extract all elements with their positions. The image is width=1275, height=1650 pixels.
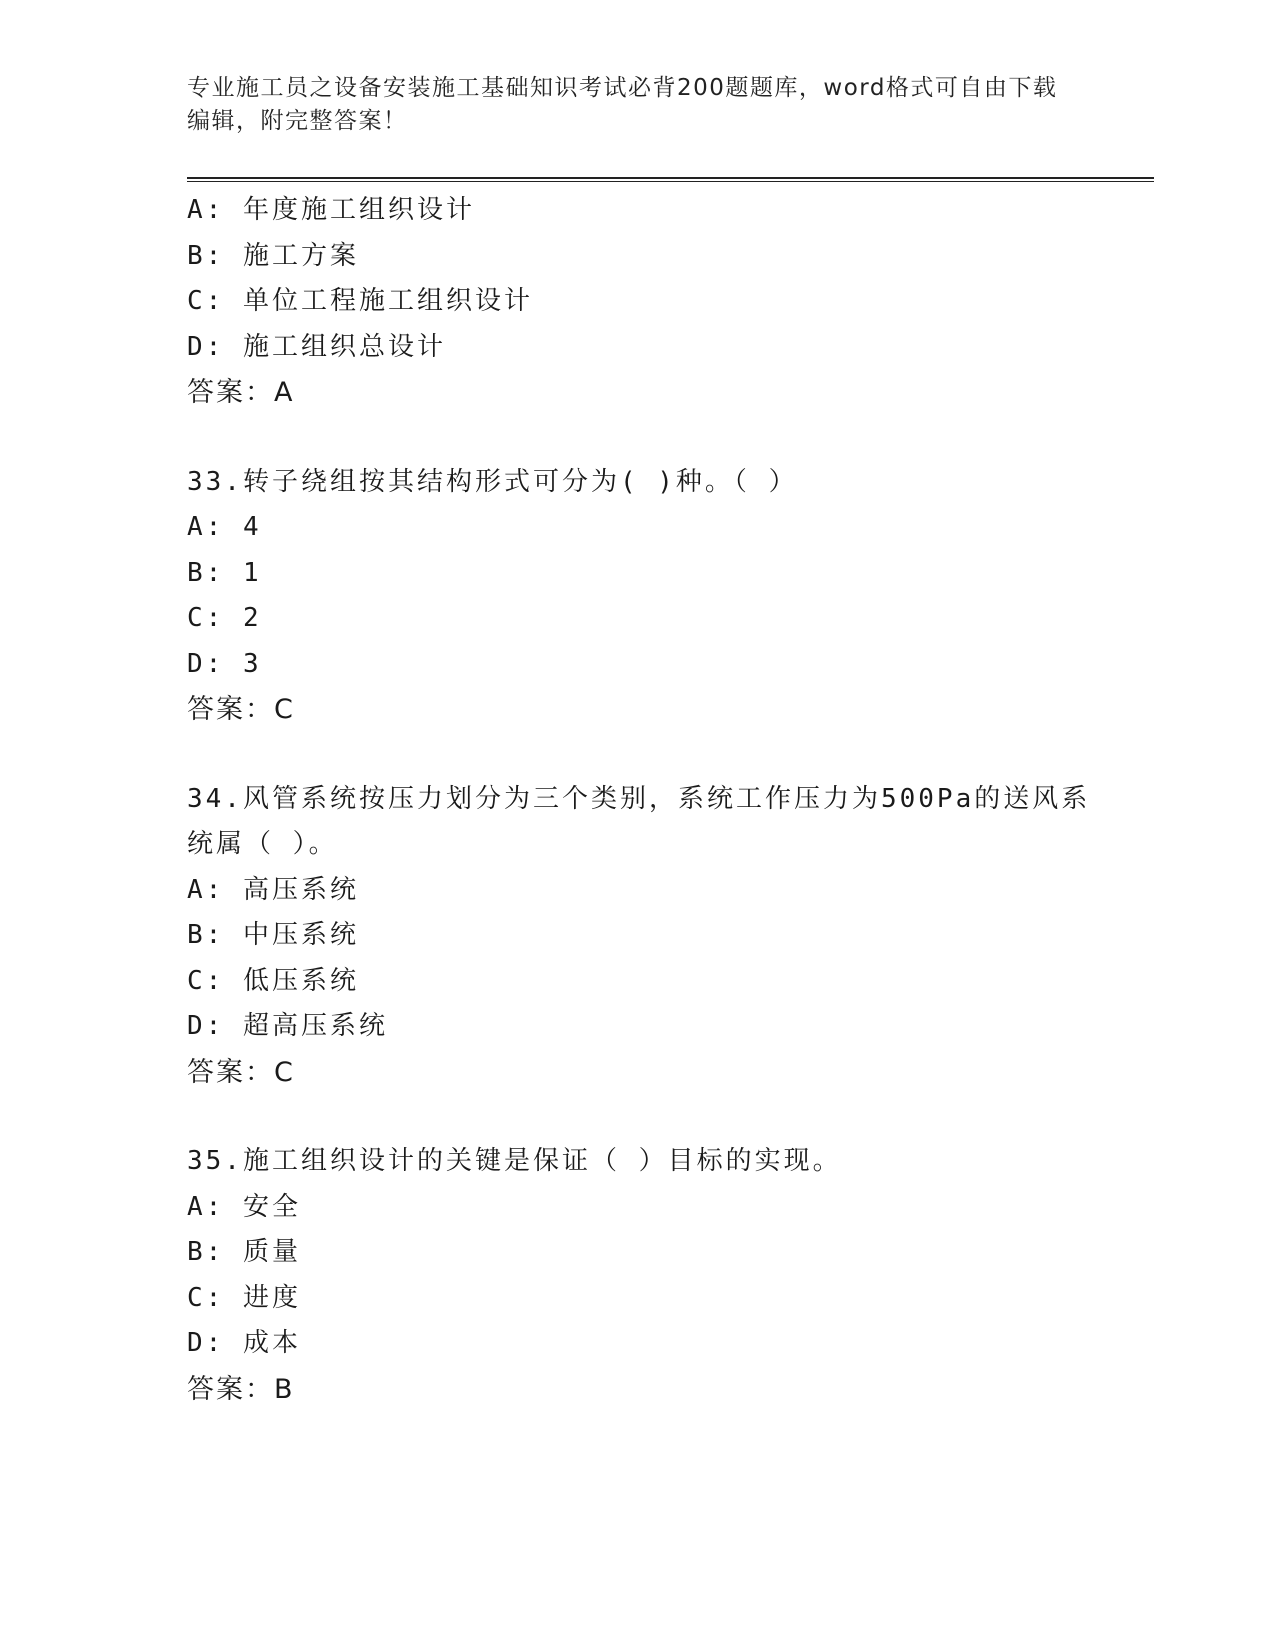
answer-line: 答案：A <box>187 377 295 408</box>
header-title-line-2: 编辑，附完整答案！ <box>187 108 408 134</box>
document-header <box>187 72 1067 138</box>
option-c: C: 进度 <box>187 1282 301 1313</box>
question-text: 35.施工组织设计的关键是保证（ ）目标的实现。 <box>187 1146 842 1176</box>
option-b: B: 中压系统 <box>187 920 359 950</box>
option-c: C: 2 <box>187 603 262 633</box>
question-text: 33.转子绕组按其结构形式可分为( )种。（ ） <box>187 466 798 497</box>
question-gap <box>187 1095 1087 1139</box>
answer-line: 答案：B <box>187 1373 295 1405</box>
answer-line: 答案：C <box>187 1056 295 1088</box>
question-list <box>187 188 1091 1412</box>
option-d: D: 施工组织总设计 <box>187 331 446 362</box>
option-d: D: 超高压系统 <box>187 1011 388 1041</box>
question-32-block <box>187 188 1087 416</box>
answer-line: 答案：C <box>187 694 295 725</box>
question-gap <box>187 416 1087 460</box>
question-34-block <box>187 777 1091 1096</box>
question-gap <box>187 733 1087 777</box>
question-35-block <box>187 1139 1087 1412</box>
header-title-line-1: 专业施工员之设备安装施工基础知识考试必背200题题库，word格式可自由下载 <box>187 75 1058 101</box>
option-a: A: 安全 <box>187 1191 301 1222</box>
question-33-block <box>187 460 1087 733</box>
option-a: A: 年度施工组织设计 <box>187 195 475 225</box>
option-a: A: 高压系统 <box>187 874 359 905</box>
header-divider <box>187 177 1154 182</box>
option-b: B: 施工方案 <box>187 240 359 271</box>
option-c: C: 单位工程施工组织设计 <box>187 286 533 316</box>
option-d: D: 3 <box>187 648 262 679</box>
question-text-line-2: 统属（ ）。 <box>187 829 338 859</box>
option-b: B: 1 <box>187 557 262 588</box>
option-b: B: 质量 <box>187 1237 301 1267</box>
question-text-line-1: 34.风管系统按压力划分为三个类别，系统工作压力为500Pa的送风系 <box>187 783 1091 814</box>
option-c: C: 低压系统 <box>187 965 359 996</box>
option-a: A: 4 <box>187 512 262 542</box>
option-d: D: 成本 <box>187 1328 301 1358</box>
